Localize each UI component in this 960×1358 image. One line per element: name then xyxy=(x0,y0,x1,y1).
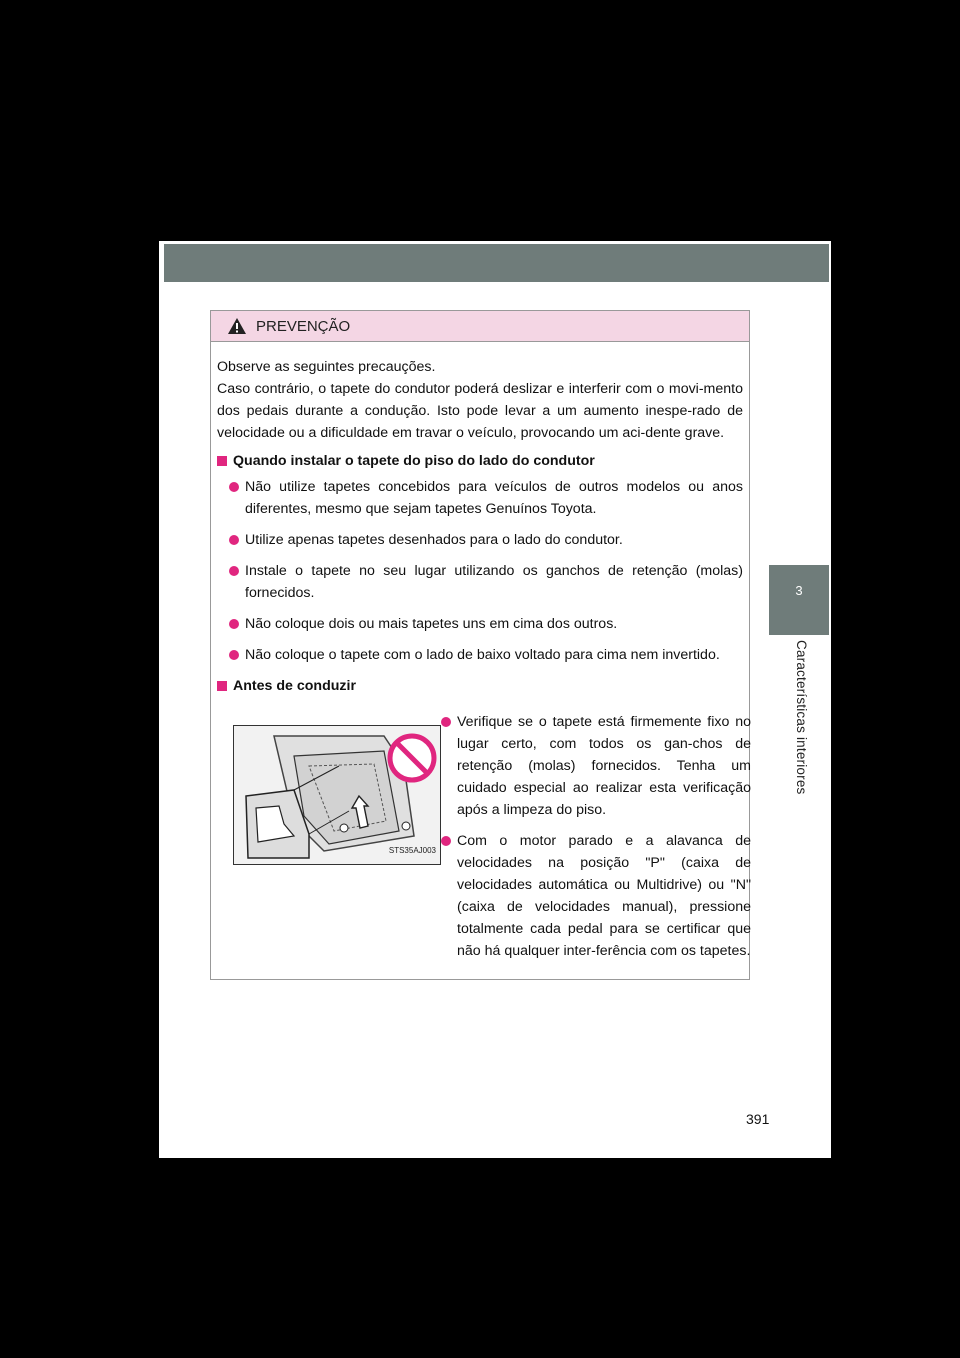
square-bullet-icon xyxy=(217,681,227,691)
section-heading: Antes de conduzir xyxy=(217,675,743,697)
bullet-dot-icon xyxy=(229,535,239,545)
list-item: Com o motor parado e a alavanca de velocidades na posição "P" (caixa de velocidades automática ou Multidrive) ou "N" (caixa de velocidades manual), pressione totalmente cada pedal para se certificar que não há qualquer inter-ferência com os tapetes. xyxy=(441,830,751,962)
page-number: 391 xyxy=(746,1111,770,1127)
chapter-number: 3 xyxy=(795,583,803,598)
warning-intro: Observe as seguintes precauções. Caso contrário, o tapete do condutor poderá deslizar e interferir com o movi-mento dos pedais durante a condução. Isto pode levar a um aumento inespe-rado de velocidade ou a dificuldade em travar o veículo, provocando um aci-dente grave. xyxy=(217,359,743,441)
bullet-dot-icon xyxy=(229,619,239,629)
section-heading: Quando instalar o tapete do piso do lado do condutor xyxy=(217,450,743,472)
warning-triangle-icon xyxy=(227,317,247,335)
bullet-dot-icon xyxy=(229,650,239,660)
bullet-dot-icon xyxy=(441,836,451,846)
figure-code: STS35AJ003 xyxy=(388,846,436,855)
floor-mat-illustration xyxy=(233,725,441,865)
bullet-dot-icon xyxy=(229,482,239,492)
chapter-title: Características interiores xyxy=(794,640,809,795)
list-item: Utilize apenas tapetes desenhados para o lado do condutor. xyxy=(217,529,743,551)
page-header-band xyxy=(164,244,829,282)
bullet-dot-icon xyxy=(441,717,451,727)
square-bullet-icon xyxy=(217,456,227,466)
list-item: Não coloque dois ou mais tapetes uns em cima dos outros. xyxy=(217,613,743,635)
list-item: Não utilize tapetes concebidos para veículos de outros modelos ou anos diferentes, mesmo que sejam tapetes Genuínos Toyota. xyxy=(217,476,743,520)
warning-header xyxy=(211,311,749,342)
bullet-dot-icon xyxy=(229,566,239,576)
list-item: Verifique se o tapete está firmemente fixo no lugar certo, com todos os gan-chos de retenção (molas) fornecidos. Tenha um cuidado especial ao realizar esta verificação após a limpeza do piso. xyxy=(441,711,751,821)
list-item: Não coloque o tapete com o lado de baixo voltado para cima nem invertido. xyxy=(217,644,743,666)
warning-title: PREVENÇÃO xyxy=(256,317,351,335)
chapter-tab xyxy=(769,565,829,635)
warning-box xyxy=(210,310,750,980)
list-item: Instale o tapete no seu lugar utilizando os ganchos de retenção (molas) fornecidos. xyxy=(217,560,743,604)
